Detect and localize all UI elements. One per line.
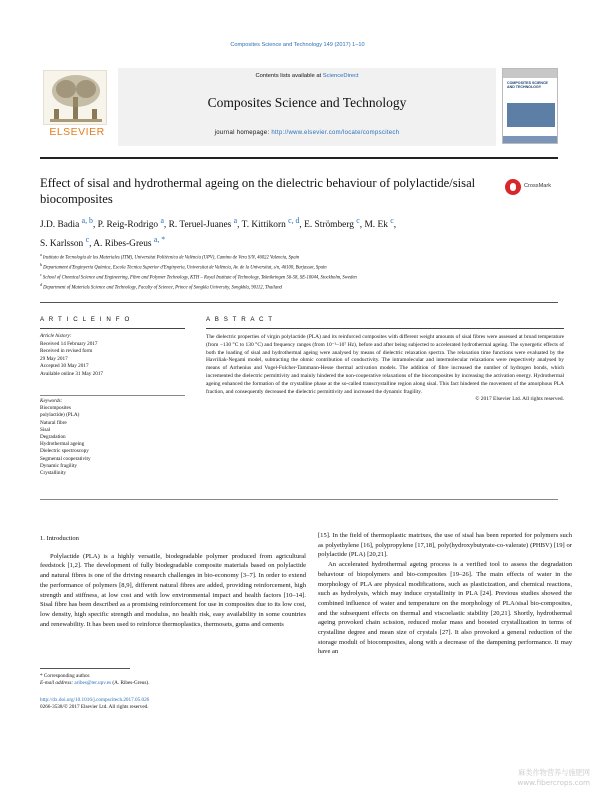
watermark-line: www.fibercrops.com [517, 778, 590, 787]
author-name[interactable]: E. Strömberg [304, 220, 354, 231]
keyword-item: Biocomposites [40, 405, 71, 412]
history-label: Article history: [40, 333, 72, 339]
header-divider [40, 302, 558, 303]
author-affiliation-sup[interactable]: a, * [153, 234, 166, 244]
doi-block [40, 697, 306, 712]
homepage-line [118, 130, 496, 136]
affiliation-sup: c [40, 273, 42, 278]
body-left-column [40, 534, 306, 629]
affiliation-list [40, 252, 560, 292]
affiliation-text: School of Chemical Science and Engineering, Fibre and Polymer Technology, KTH – Royal Institute of Technology, Teknikringen 56-58, SE-10044, Stockholm, Sweden [42, 275, 357, 281]
abstract-heading: A B S T R A C T [206, 316, 274, 323]
history-item: Accepted 30 May 2017 [40, 363, 89, 369]
keyword-item: Crystallinity [40, 470, 66, 477]
cover-bottom-band [503, 136, 557, 143]
author-list: J.D. Badia $^{a, b}$, P. Reig-Rodrigo $^a$, R. Teruel-Juanes $^a$, T. Kittikorn $^{c, d}$, E. Strömberg $^c$, M. Ek $^c$, S. Karlsson $^c$, A. Ribes-Greus $^{a, *}$ [40, 216, 397, 249]
keyword-item: Dielectric spectroscopy [40, 448, 89, 455]
corresponding-footnote [40, 673, 306, 688]
watermark-line: 麻类作物营养与施肥网 [518, 768, 590, 777]
affiliation-sup: b [40, 263, 42, 268]
contents-line [118, 73, 496, 79]
author-affiliation-sup[interactable]: a [160, 216, 164, 225]
homepage-link[interactable]: http://www.elsevier.com/locate/compscitech [271, 130, 400, 136]
journal-info-band [118, 68, 496, 146]
crossmark-label: CrossMark [524, 183, 552, 189]
article-history [40, 333, 190, 378]
author-name[interactable]: T. Kittikorn [241, 220, 286, 231]
keywords-list [40, 398, 190, 477]
author-affiliation-sup[interactable]: c [85, 234, 90, 244]
history-item: Received in revised form [40, 348, 93, 354]
abstract-body [206, 334, 564, 404]
email-label: E-mail address: [40, 680, 75, 687]
author-name[interactable]: R. Teruel-Juanes [168, 220, 232, 231]
crossmark-badge[interactable] [505, 179, 565, 197]
author-name[interactable]: M. Ek [364, 220, 388, 231]
history-item: 29 May 2017 [40, 355, 68, 362]
keywords-rule [40, 395, 185, 396]
article-title: Effect of sisal and hydrothermal ageing on the dielectric behaviour of polylactide/sisal biocomposites [40, 176, 476, 206]
keyword-item: Degradation [40, 434, 66, 441]
cover-image [507, 103, 555, 127]
history-item: Available online 31 May 2017 [40, 370, 104, 377]
journal-masthead [40, 68, 558, 146]
author-name[interactable]: S. Karlsson [40, 238, 84, 249]
author-affiliation-sup[interactable]: c, d [288, 216, 300, 225]
affiliation-item [40, 252, 560, 262]
cover-top-bar [503, 69, 557, 78]
article-info-rule [40, 328, 185, 329]
footnote-rule [40, 668, 130, 669]
journal-cover-thumbnail[interactable] [502, 68, 558, 144]
affiliation-text: Instituto de Tecnología de los Materiales (ITM), Universitat Politècnica de València (UPV), Camino de Vera S/N, 46022 Valencia, Spain [42, 255, 300, 261]
crossmark-icon [505, 179, 521, 195]
keyword-item: Segmental cooperativity [40, 455, 91, 462]
contents-prefix: Contents lists available at [255, 73, 323, 79]
history-item: Received 14 February 2017 [40, 340, 98, 347]
affiliation-item [40, 282, 560, 292]
keyword-item: Dynamic fragility [40, 462, 78, 469]
author-affiliation-sup[interactable]: a [233, 216, 238, 225]
publisher-logo-text: ELSEVIER [49, 126, 105, 138]
author-name[interactable]: J.D. Badia [40, 220, 80, 231]
elsevier-tree-icon [43, 70, 107, 125]
body-paragraph: An accelerated hydrothermal ageing process is a verified tool to assess the degradation behaviour of biopolymers and bio-composites [19–26]. The main effects of water in the morphology of PLA are physical modifications, such as plasticization, and chemical reactions, such as hydrolysis, which may induce crystallinity in PLA [24]. Previous studies showed the combined influence of water and temperature on the morphology of PLA/sisal bio-composites, and the subsequent effects on thermal and viscoelastic stability [20,21]. Shortly, hydrothermal ageing provoked chain scission, reduced molar mass and boosted crystallization in terms of crystalline degree and mean size of crystals [27]. It also provoked a general reduction of the storage moduli of biocomposites, along with a decrease of the dampening performance. It may have an [318, 561, 572, 656]
issn-line: 0266-3538/© 2017 Elsevier Ltd. All rights reserved. [40, 704, 149, 711]
abstract-rule [206, 328, 564, 329]
section-heading: 1. Introduction [40, 535, 79, 542]
author-affiliation-sup[interactable]: c [356, 216, 360, 225]
body-paragraph: Polylactide (PLA) is a highly versatile, biodegradable polymer produced from agricultural feedstock [1,2]. The development of fully biodegradable composite materials based on polylactide and natural fibres is one of the driving research challenges in bio-economy [3–7]. In order to extend the performance of polymers [8,9], different natural fibres are added, providing reinforcement, high strength and stiffness, at low cost and with low environmental impact and health factors [10–14]. Sisal fibre has been described as a promising reinforcement for use in composites due to its low cost, low density, high specific strength and modulus, no health risk, easy availability in some countries and renewability. It has been used to reinforce thermoplastics, thermosets, gums and cements [40, 552, 306, 628]
elsevier-logo[interactable] [40, 68, 114, 144]
affiliation-sup: d [40, 283, 42, 288]
affiliation-item [40, 272, 560, 282]
corresponding-label: * Corresponding author. [40, 673, 91, 679]
body-paragraph: [15]. In the field of thermoplastic matrixes, the use of sisal has been reported for polymers such as polyethylene [16], polypropylene [17,18], poly(hydroxybutyrate-co-valerate) (PHBV) [19] or polylactide (PLA) [20,21]. [318, 532, 572, 559]
keyword-item: Natural fibre [40, 419, 67, 426]
affiliation-item [40, 262, 560, 272]
affiliation-sup: a [40, 253, 42, 257]
site-watermark [470, 768, 590, 788]
keywords-label: Keywords: [40, 398, 63, 404]
sciencedirect-link[interactable]: ScienceDirect [322, 73, 359, 79]
author-name[interactable]: P. Reig-Rodrigo [97, 220, 159, 231]
journal-title: Composites Science and Technology [207, 95, 407, 110]
body-right-column [318, 531, 572, 657]
abstract-copyright: © 2017 Elsevier Ltd. All rights reserved. [475, 396, 564, 403]
masthead-divider [40, 157, 558, 159]
abstract-text: The dielectric properties of virgin polylactide (PLA) and its reinforced composites with different weight amounts of sisal fibres were assessed at broad temperature (from −130 °C to 130 °C) and frequency ranges (from 10⁻²–10⁷ Hz), before and after being subjected to accelerated hydrothermal ageing. The synergetic effects of both the loading of sisal and hydrothermal ageing were analysed by means of dielectric relaxation spectra. The relaxation time functions were evaluated by the Havriliak-Negami model, subtracting the ohmic contribution of conductivity. The intramolecular and intermolecular relaxations were respectively analysed by means of Arrhenius and Vogel-Fulcher-Tammann-Hesse thermal activation models. The addition of fibre increased the number of hydrogen bonds, which incremented the dielectric permittivity and mainly hindered the non-cooperative relaxations of the biocomposites by increasing the activation energy. Hydrothermal ageing enhanced the formation of the crystalline phase at the so-called transcrystalline region along sisal. This fact hindered the movement of the amorphous PLA fraction, and consequently decreased the dielectric permittivity and increased the dynamic fragility. [206, 334, 564, 395]
keyword-item: polylactide) (PLA) [40, 412, 80, 419]
abstract-divider [40, 499, 558, 500]
journal-citation[interactable]: Composites Science and Technology 149 (2017) 1–10 [230, 42, 365, 48]
homepage-prefix: journal homepage: [214, 130, 272, 136]
affiliation-text: Departament d'Enginyeria Química, Escola Tècnica Superior d'Enginyeria, Universitat de València, Av. de la Universitat, s/n, 46100, Burjassot, Spain [43, 265, 327, 271]
cover-title: COMPOSITES SCIENCE AND TECHNOLOGY [507, 81, 548, 90]
email-link[interactable]: aribes@ter.upv.es [74, 680, 112, 687]
author-affiliation-sup[interactable]: a, b [81, 216, 93, 225]
article-info-heading: A R T I C L E I N F O [40, 316, 131, 323]
affiliation-text: Department of Materials Science and Technology, Faculty of Science, Prince of Songkla University, Songkhla, 90112, Thailand [43, 285, 282, 291]
email-line [40, 680, 306, 687]
keyword-item: Sisal [40, 426, 51, 433]
author-name[interactable]: A. Ribes-Greus [93, 238, 152, 249]
keyword-item: Hydrothermal ageing [40, 441, 85, 448]
doi-link[interactable]: http://dx.doi.org/10.1016/j.compscitech.2017.05.026 [40, 697, 150, 703]
author-affiliation-sup[interactable]: c [390, 216, 394, 225]
email-suffix: (A. Ribes-Greus). [111, 680, 150, 687]
